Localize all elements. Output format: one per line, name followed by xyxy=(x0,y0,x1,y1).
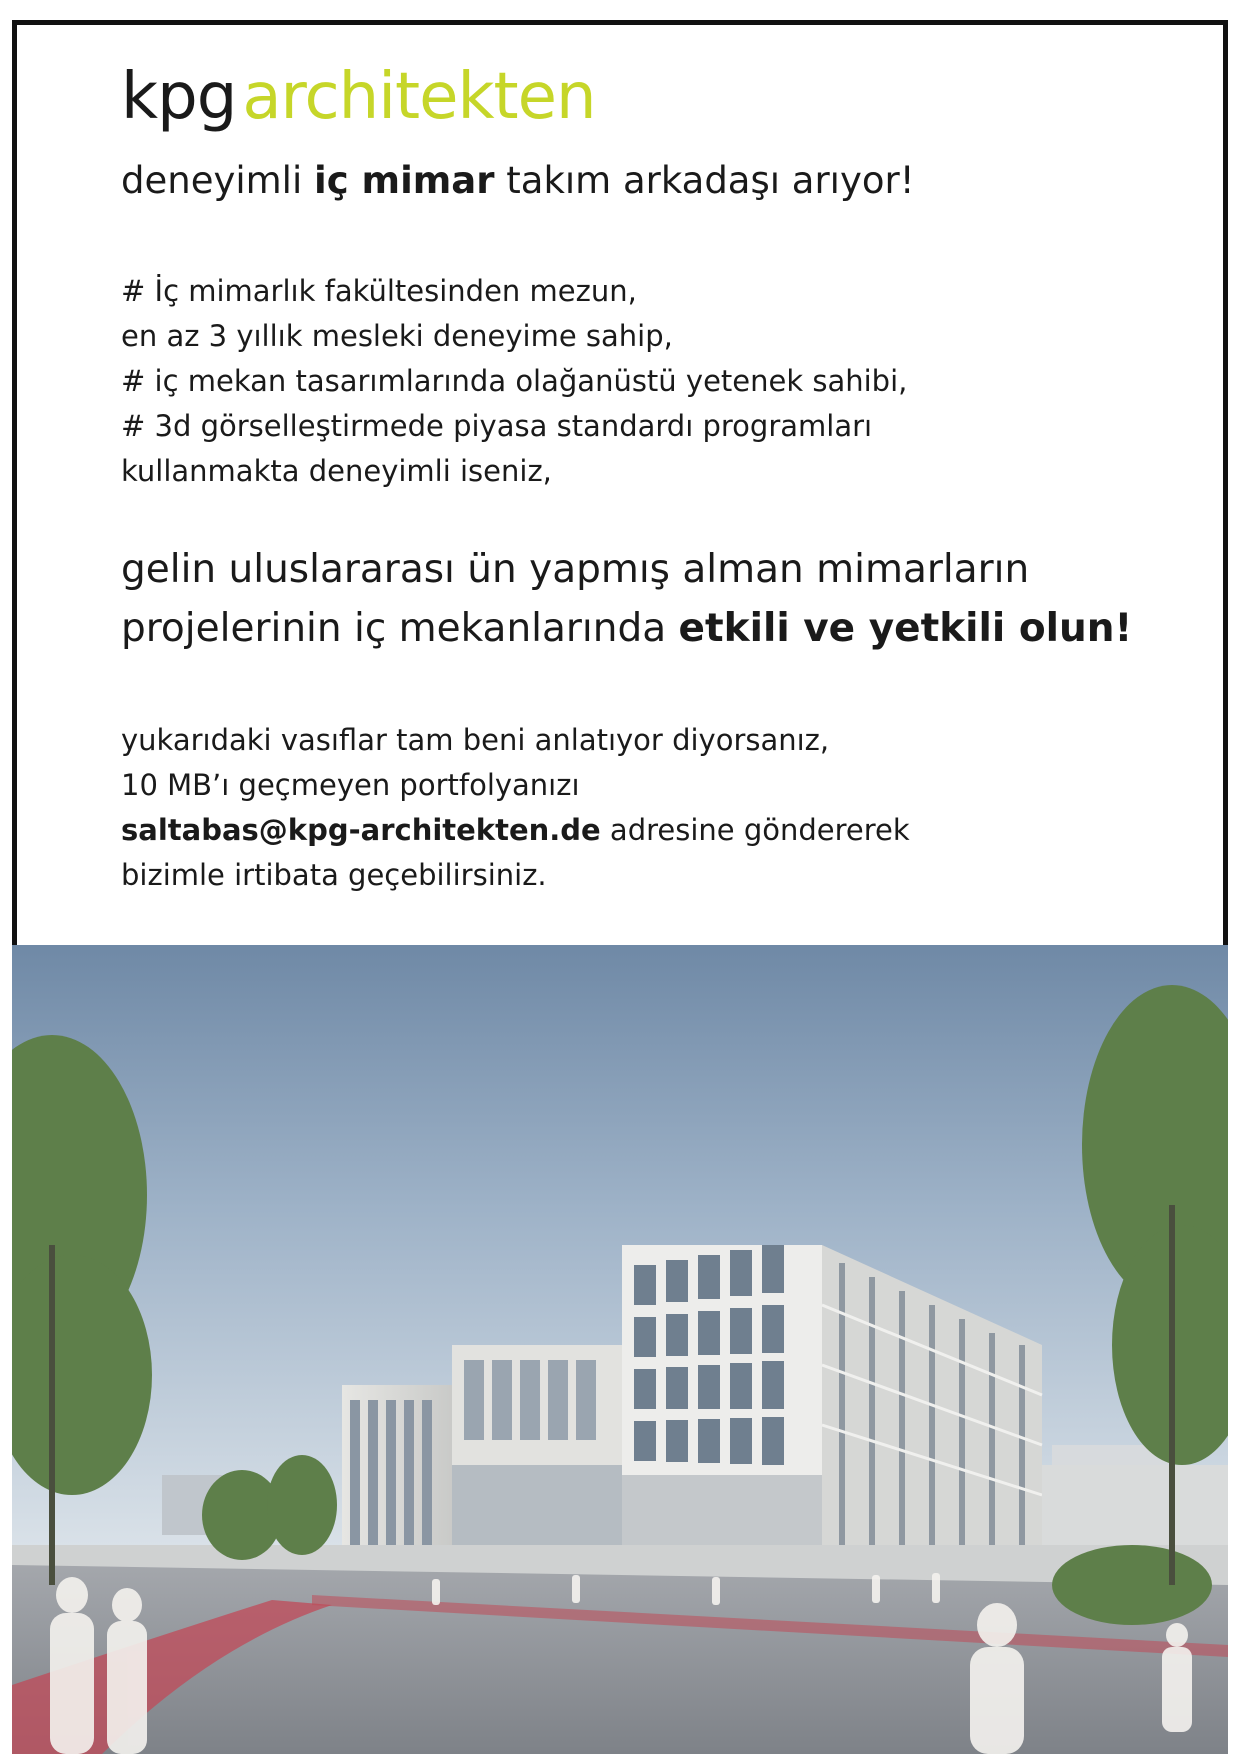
headline-pre: deneyimli xyxy=(121,159,315,202)
building-render-image xyxy=(12,945,1228,1754)
requirement-line: # İç mimarlık fakültesinden mezun, xyxy=(121,274,637,308)
requirement-line: # iç mekan tasarımlarında olağanüstü yetenek sahibi, xyxy=(121,364,908,398)
headline-post: takım arkadaşı arıyor! xyxy=(494,159,915,202)
cta-line-2-bold: etkili ve yetkili olun! xyxy=(678,606,1133,651)
cta-line-1: gelin uluslararası ün yapmış alman mimarların xyxy=(121,547,1030,592)
requirement-line: en az 3 yıllık mesleki deneyime sahip, xyxy=(121,319,673,353)
contact-line-1: yukarıdaki vasıflar tam beni anlatıyor diyorsanız, xyxy=(121,723,830,757)
requirements-list xyxy=(121,269,907,494)
contact-line-3-post: adresine göndererek xyxy=(600,813,910,847)
call-to-action xyxy=(121,540,1132,658)
requirement-line: kullanmakta deneyimli iseniz, xyxy=(121,454,552,488)
company-logo xyxy=(121,60,596,134)
email-link[interactable]: saltabas@kpg-architekten.de xyxy=(121,813,601,847)
contact-info xyxy=(121,718,910,898)
contact-line-3 xyxy=(121,808,910,853)
requirement-line: # 3d görselleştirmede piyasa standardı programları xyxy=(121,409,873,443)
job-poster xyxy=(12,20,1228,1754)
cta-line-2 xyxy=(121,599,1132,658)
logo-architekten: architekten xyxy=(242,60,596,134)
logo-kpg: kpg xyxy=(121,60,237,134)
text-panel xyxy=(12,20,1228,945)
headline-bold: iç mimar xyxy=(314,159,495,202)
headline xyxy=(121,159,915,203)
cta-line-2-pre: projelerinin iç mekanlarında xyxy=(121,606,679,651)
architectural-rendering xyxy=(12,945,1228,1754)
contact-line-4: bizimle irtibata geçebilirsiniz. xyxy=(121,858,547,892)
contact-line-2: 10 MB’ı geçmeyen portfolyanızı xyxy=(121,768,580,802)
